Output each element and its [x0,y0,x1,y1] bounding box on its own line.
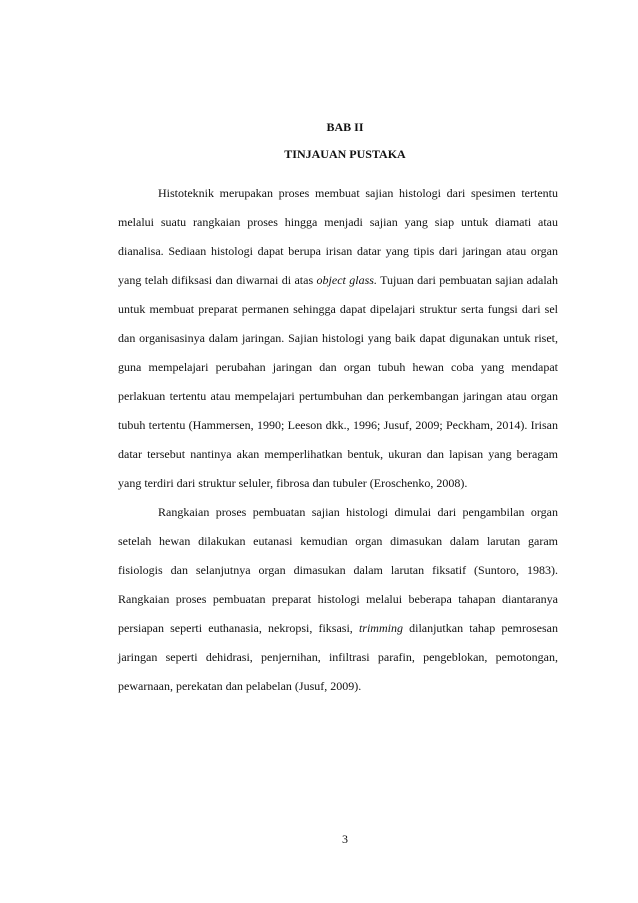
paragraph-2-text-a: Rangkaian proses pembuatan sajian histologi dimulai dari pengambilan organ setelah hewan dilakukan eutanasi kemudian organ dimasukan dalam larutan garam fisiologis dan selanjutnya organ dimasukan dalam larutan fiksatif (Suntoro, 1983). Rangkaian proses pembuatan preparat histologi melalui beberapa tahapan diantaranya persiapan seperti euthanasia, nekropsi, fiksasi, [118,505,558,635]
paragraph-1-italic-term: object glass. [316,273,377,287]
paragraph-1-text-a: Histoteknik merupakan proses membuat sajian histologi dari spesimen tertentu melalui suatu rangkaian proses hingga menjadi sajian yang siap untuk diamati atau dianalisa. Sediaan histologi dapat berupa irisan datar yang tipis dari jaringan atau organ yang telah difiksasi dan diwarnai di atas [118,186,558,287]
paragraph-1-text-b: Tujuan dari pembuatan sajian adalah untuk membuat preparat permanen sehingga dapat dipelajari struktur serta fungsi dari sel dan organisasinya dalam jaringan. Sajian histologi yang baik dapat digunakan untuk riset, guna mempelajari perubahan jaringan dan organ tubuh hewan coba yang mendapat perlakuan tertentu atau mempelajari pertumbuhan dan perkembangan jaringan atau organ tubuh tertentu (Hammersen, 1990; Leeson dkk., 1996; Jusuf, 2009; Peckham, 2014). Irisan datar tersebut nantinya akan memperlihatkan bentuk, ukuran dan lapisan yang beragam yang terdiri dari struktur seluler, fibrosa dan tubuler (Eroschenko, 2008). [118,273,558,490]
body-text [118,179,558,701]
chapter-number: BAB II [326,120,364,134]
paragraph-1 [118,179,558,498]
paragraph-2-italic-term: trimming [358,621,403,635]
paragraph-2 [118,498,558,701]
chapter-title: TINJAUAN PUSTAKA [284,147,406,161]
page-number: 3 [342,832,348,846]
paragraph-2-text-b: dilanjutkan tahap pemrosesan jaringan seperti dehidrasi, penjernihan, infiltrasi parafin, pengeblokan, pemotongan, pewarnaan, perekatan dan pelabelan (Jusuf, 2009). [118,621,559,693]
